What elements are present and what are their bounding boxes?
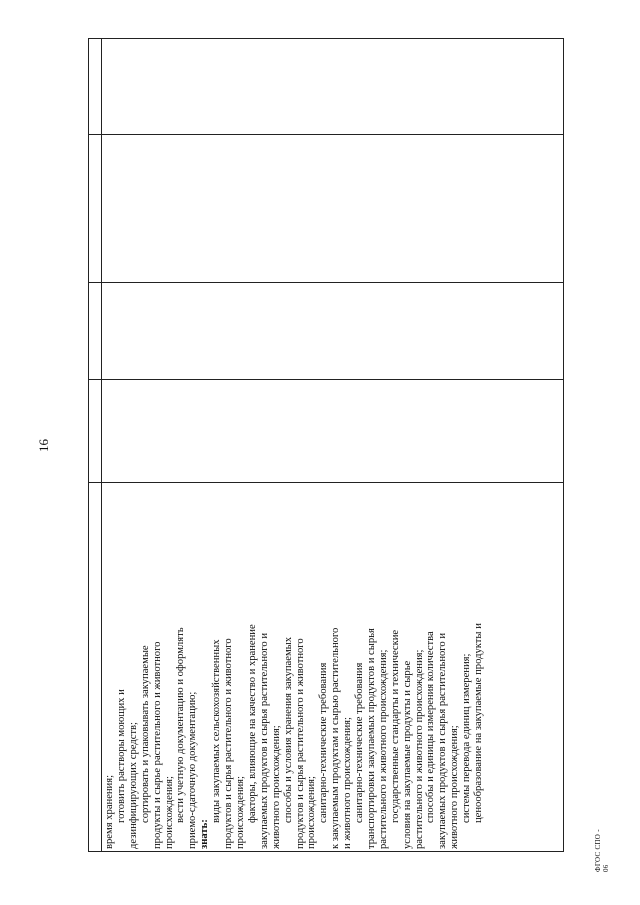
- cell-text-line: к закупаемым продуктам и сырью растительного: [330, 627, 342, 849]
- cell-text-line: дезинфицирующих средств;: [127, 722, 139, 849]
- cell-text-line: приемо-сдаточную документацию;: [187, 691, 199, 849]
- table-row-divider: [89, 134, 563, 135]
- knowledge-skills-cell: [104, 481, 570, 849]
- section-heading: знать:: [199, 819, 211, 849]
- cell-text-line: ценообразование на закупаемые продукты и: [473, 623, 485, 823]
- cell-text-line: растительного и животного происхождения;: [377, 649, 389, 849]
- cell-text-line: транспортировки закупаемых продуктов и сырья: [365, 628, 377, 849]
- cell-text-line: происхождения;: [234, 776, 246, 849]
- cell-text-line: животного происхождения;: [270, 725, 282, 849]
- cell-text-line: продуктов и сырья растительного и животного: [223, 638, 235, 849]
- cell-text-line: системы перевода единиц измерения;: [461, 653, 473, 823]
- cell-text-line: условия на закупаемые продукты и сырье: [401, 660, 413, 849]
- cell-text-line: и животного происхождения;: [342, 716, 354, 849]
- table-column-divider: [101, 39, 102, 851]
- cell-text-line: государственные стандарты и технические: [389, 629, 401, 823]
- cell-text-line: растительного и животного происхождения;: [413, 649, 425, 849]
- table-row-divider: [89, 379, 563, 380]
- cell-text-line: закупаемых продуктов и сырья растительного и: [437, 632, 449, 849]
- cell-text-line: санитарно-технические требования: [354, 662, 366, 823]
- cell-text-line: способы и единицы измерения количества: [425, 631, 437, 823]
- cell-text-line: сортировать и упаковывать закупаемые: [139, 645, 151, 823]
- cell-text-line: происхождения;: [163, 776, 175, 849]
- page-number: 16: [36, 439, 51, 452]
- cell-text-line: готовить растворы моющих и: [115, 689, 127, 823]
- cell-text-line: факторы, влияющие на качество и хранение: [246, 624, 258, 823]
- footer-code: ФГОС СПО - 06: [594, 829, 610, 872]
- cell-text-line: санитарно-технические требования: [318, 662, 330, 823]
- cell-text-line: происхождения;: [306, 776, 318, 849]
- cell-text-line: закупаемых продуктов и сырья растительного и: [258, 632, 270, 849]
- table-row-divider: [89, 282, 563, 283]
- cell-text-line: продукты и сырье растительного и животного: [151, 641, 163, 849]
- cell-text-line: продуктов и сырья растительного и животного: [294, 638, 306, 849]
- cell-text-line: время хранения;: [104, 774, 115, 849]
- cell-text-line: вести учетную документацию и оформлять: [175, 627, 187, 823]
- cell-text-line: животного происхождения;: [449, 725, 461, 849]
- cell-text-line: способы и условия хранения закупаемых: [282, 636, 294, 823]
- cell-text-line: виды закупаемых сельскохозяйственных: [211, 639, 223, 823]
